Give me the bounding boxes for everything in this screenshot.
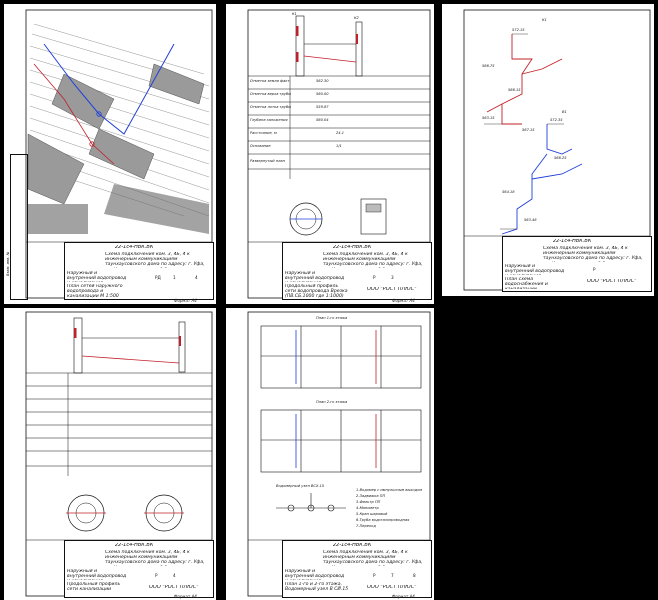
- format-label: Формат А4: [174, 298, 197, 303]
- value-4: 560.04: [316, 118, 329, 122]
- title-block: [282, 242, 432, 300]
- object-title: Схема подключения ком. 3, 4Б, 4 к инженерным коммуникациям таунхаусовского дома по адресу: г. Уфа,: [543, 246, 643, 262]
- system-k1: К1: [542, 18, 547, 22]
- profile-row-2: Отметка верха трубы: [250, 92, 292, 96]
- drawing-code: 22-1с4-НВК.ВК: [553, 239, 592, 244]
- legend-4: 4-Манометр: [356, 506, 379, 510]
- object-title: Схема подключения ком. 3, 4Б, 4 к инженерным коммуникациям таунхаусовского дома по адресу: г. Уфа,: [323, 550, 423, 566]
- floor1-title: План 1-го этажа: [316, 316, 348, 320]
- mark-1: 572.15: [512, 28, 525, 32]
- format-label: Формат А4: [392, 594, 415, 599]
- legend-6: 6-Труба водогазопроводная: [356, 518, 410, 522]
- drawing-code: 22-1с4-НВК.ВК: [333, 245, 372, 250]
- sheet-no: 1: [173, 275, 176, 280]
- object-title: Схема подключения ком. 3, 4Б, 4 к инженерным коммуникациям таунхаусовского дома по адресу: г. Уфа,: [105, 550, 205, 566]
- system-v1: В1: [562, 110, 567, 114]
- sheet-3: [442, 4, 654, 296]
- profile-row-7: Развернутый план: [250, 159, 285, 163]
- meter-title: Водомерный узел ВСХ-15: [276, 484, 325, 488]
- drawing-code: 22-1с4-НВК.ВК: [115, 245, 154, 250]
- sheet-2: [226, 4, 434, 304]
- mark-4: 567.15: [522, 128, 535, 132]
- sheet-no: 4: [173, 573, 176, 578]
- sheet-title: Продольный профиль сети водопровода Врезка (ПВ.СБ.1000 где 1:1000): [285, 284, 348, 298]
- format-label: Формат А4: [392, 298, 415, 303]
- object-title: Схема подключения ком. 3, 4Б, 4 к инженерным коммуникациям таунхаусовского дома по адресу: г. Уфа,: [105, 252, 205, 268]
- drawing-code: 22-1с4-НВК.ВК: [115, 543, 154, 548]
- stage: Р: [155, 573, 158, 578]
- mark-6: 572.35: [550, 118, 563, 122]
- company: ООО "РОСТ ПЛЮС": [587, 279, 637, 284]
- stage: Р: [593, 267, 596, 272]
- profile-row-5: Расстояние, м: [250, 131, 277, 135]
- legend-5: 5-Кран шаровый: [356, 512, 388, 516]
- sheet-title: План сетей наружного водопровода и канализации M 1:500: [67, 284, 123, 298]
- sheet-no: 7: [391, 573, 394, 578]
- section-title: Наружный и внутренний водопровод: [285, 569, 345, 580]
- title-block: [502, 236, 652, 292]
- object-title: Схема подключения ком. 3, 4Б, 4 к инженерным коммуникациям таунхаусовского дома по адресу: г. Уфа,: [323, 252, 423, 268]
- legend-1: 1-Водомер с импульсным выходом: [356, 488, 423, 492]
- value-5: 24.1: [336, 131, 345, 135]
- profile-row-3: Отметка лотка трубы: [250, 105, 292, 109]
- drawing-code: 22-1с4-НВК.ВК: [333, 543, 372, 548]
- legend-3: 3-Фильтр ПП: [356, 500, 381, 504]
- well-k1: К1: [292, 12, 297, 16]
- value-3: 559.87: [316, 105, 329, 109]
- value-6: 1/1: [336, 144, 342, 148]
- title-block: [282, 540, 432, 598]
- sheet-4: [4, 308, 216, 600]
- legend-7: 7-Переход: [356, 524, 376, 528]
- profile-row-1: Отметка земли факт.: [250, 79, 291, 83]
- company: ООО "РОСТ ПЛЮС": [367, 287, 417, 292]
- section-title: Наружный и внутренний водопровод: [67, 569, 127, 580]
- sheet-no: 3: [391, 275, 394, 280]
- side-strip: [10, 154, 28, 300]
- mark-8: 564.18: [502, 190, 515, 194]
- sheets-total: 8: [413, 573, 416, 578]
- mark-3: 566.15: [508, 88, 521, 92]
- stage: Р: [373, 573, 376, 578]
- company: ООО "РОСТ ПЛЮС": [149, 585, 199, 590]
- well-k2: К2: [354, 16, 359, 20]
- mark-9: 563.48: [524, 218, 537, 222]
- mark-2: 566.75: [482, 64, 495, 68]
- value-2: 560.00: [316, 92, 329, 96]
- section-title: Наружный и внутренний водопровод: [67, 271, 127, 282]
- sheet-title: Продольный профиль сети канализации: [67, 582, 121, 593]
- mark-5: 563.15: [482, 116, 495, 120]
- company: ООО "РОСТ ПЛЮС": [367, 585, 417, 590]
- sheet-title: План схема водоснабжения и: [505, 277, 548, 288]
- stage: Р: [373, 275, 376, 280]
- section-title: Наружный и внутренний водопровод: [505, 264, 565, 275]
- side-label-1: Взам. инв. №: [6, 251, 10, 276]
- value-1: 562.30: [316, 79, 329, 83]
- sheets-total: 4: [195, 275, 198, 280]
- profile-row-4: Глубина заложения: [250, 118, 288, 122]
- legend-2: 2-Задвижка ПП: [356, 494, 386, 498]
- format-label: Формат А4: [174, 594, 197, 599]
- title-block: [64, 540, 214, 598]
- profile-row-6: Основание: [250, 144, 271, 148]
- floor2-title: План 2-го этажа: [316, 400, 348, 404]
- mark-7: 566.25: [554, 156, 567, 160]
- stage: РД: [155, 275, 161, 280]
- sheet-1: [4, 4, 216, 304]
- section-title: Наружный и внутренний водопровод: [285, 271, 345, 282]
- sheet-5: [226, 308, 434, 600]
- title-block: [64, 242, 214, 300]
- sheet-title: План 1-го и 2-го этажа. Водомерный узел В СЙ.15: [285, 582, 349, 593]
